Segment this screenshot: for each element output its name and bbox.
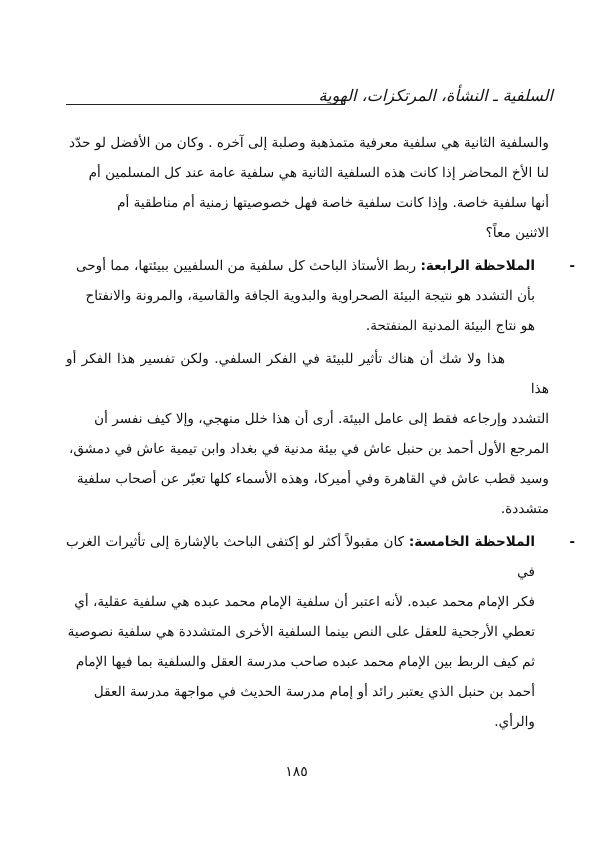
text-line: فكر الإمام محمد عبده. لأنه اعتبر أن سلفية الإمام محمد عبده هي سلفية عقلية، أي [74, 594, 535, 610]
page-body [66, 128, 575, 740]
text-line: ثم كيف الربط بين الإمام محمد عبده صاحب مدرسة العقل والسلفية بما فيها الإمام [75, 654, 535, 670]
list-dash: - [569, 534, 575, 550]
text-line: بأن التشدد هو نتيجة البيئة الصحراوية والبدوية الجافة والقاسية، والمرونة والانفتاح [85, 288, 535, 304]
paragraph-1 [66, 128, 549, 248]
text-line: أنها سلفية خاصة. وإذا كانت سلفية خاصة فهل خصوصيتها زمنية أم مناطقية أم [117, 195, 549, 211]
running-header-title: السلفية ـ النشأة، المرتكزات، الهوية [318, 86, 553, 105]
note-four [66, 251, 575, 341]
note-text: ربط الأستاذ الباحث كل سلفية من السلفيين ببيئتها، مما أوحى [75, 258, 417, 274]
text-line: المرجع الأول أحمد بن حنبل عاش في بيئة مدنية في بغداد وابن تيمية عاش في دمشق، [68, 441, 549, 457]
text-line: لنا الأخ المحاضر إذا كانت هذه السلفية الثانية هي سلفية عامة عند كل المسلمين أم [88, 165, 549, 181]
text-line: والسلفية الثانية هي سلفية معرفية متمذهبة وصلبة إلى آخره . وكان من الأفضل لو حدّد [68, 135, 549, 151]
text-line: تعطي الأرجحية للعقل على النص بينما السلفية الأخرى المتشددة هي سلفية نصوصية [67, 624, 535, 640]
text-line: الاثنين معاً؟ [485, 225, 549, 241]
note-text: كان مقبولاً أكثر لو إكتفى الباحث بالإشارة إلى تأثيرات الغرب في [66, 534, 535, 580]
header-rule [66, 104, 345, 105]
text-line [66, 527, 535, 587]
text-line: هذا ولا شك أن هناك تأثير للبيئة في الفكر السلفي. ولكن تفسير هذا الفكر أو هذا [66, 351, 549, 397]
paragraph-2 [66, 344, 549, 524]
text-line: وسيد قطب عاش في القاهرة وفي أميركا، وهذه الأسماء كلها تعبّر عن أصحاب سلفية [76, 471, 549, 487]
text-line: متشددة. [500, 501, 549, 517]
text-line: أحمد بن حنبل الذي يعتبر رائد أو إمام مدرسة الحديث في مواجهة مدرسة العقل [93, 684, 535, 700]
page-number: ١٨٥ [285, 764, 308, 780]
note-five [66, 527, 575, 737]
text-line: هو نتاج البيئة المدنية المنفتحة. [365, 318, 535, 334]
text-line [66, 251, 535, 281]
note-heading: الملاحظة الخامسة: [408, 534, 536, 550]
text-line: التشدد وإرجاعه فقط إلى عامل البيئة. أرى أن هذا خلل منهجي، وإلا كيف نفسر أن [94, 411, 549, 427]
list-dash: - [569, 258, 575, 274]
text-line: والرأي. [494, 714, 535, 730]
note-heading: الملاحظة الرابعة: [420, 258, 535, 274]
